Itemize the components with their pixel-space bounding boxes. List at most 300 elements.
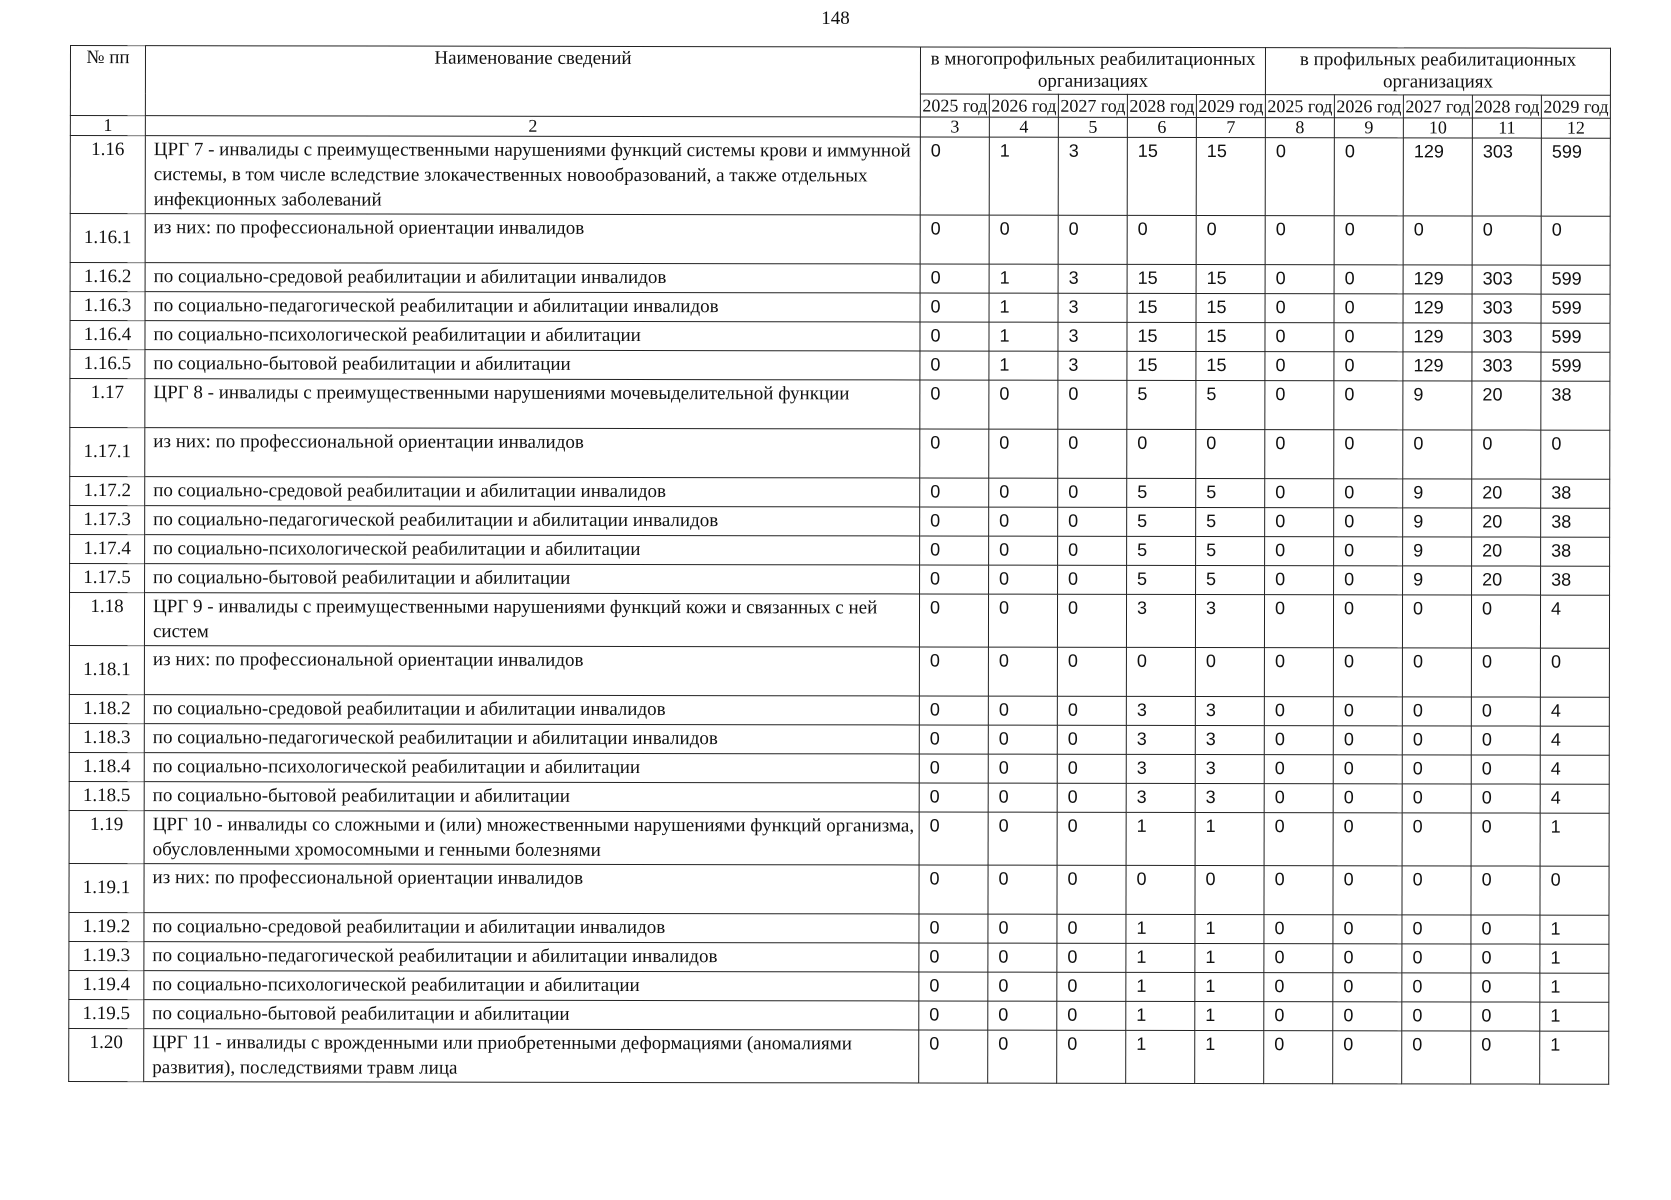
value-cell: 5 [1127, 536, 1196, 565]
value-cell: 1 [1540, 973, 1609, 1002]
value-cell: 0 [1402, 866, 1471, 915]
value-cell: 15 [1127, 322, 1196, 351]
value-cell: 15 [1127, 351, 1196, 380]
value-cell: 0 [920, 264, 989, 293]
row-name: по социально-средовой реабилитации и абилитации инвалидов [145, 477, 920, 507]
value-cell: 0 [988, 943, 1057, 972]
column-number: 5 [1058, 117, 1127, 137]
value-cell: 0 [989, 536, 1058, 565]
value-cell: 0 [920, 322, 989, 351]
value-cell: 0 [1058, 380, 1127, 429]
value-cell: 1 [1126, 812, 1195, 865]
value-cell: 0 [1471, 813, 1540, 866]
value-cell: 0 [1265, 352, 1334, 381]
header-year: 2027 год [1405, 96, 1471, 117]
value-cell: 0 [1057, 812, 1126, 865]
value-cell: 303 [1472, 138, 1541, 216]
value-cell: 0 [1264, 648, 1333, 697]
value-cell: 1 [1126, 1030, 1195, 1083]
column-number: 11 [1472, 118, 1541, 138]
value-cell: 4 [1540, 697, 1609, 726]
table-row [69, 781, 1609, 813]
value-cell: 599 [1541, 294, 1610, 323]
row-name: по социально-психологической реабилитации и абилитации [145, 321, 920, 351]
value-cell: 0 [1333, 813, 1402, 866]
table-row [70, 214, 1610, 266]
row-name: ЦРГ 10 - инвалиды со сложными и (или) множественными нарушениями функций организма, обусловленными хромосомными и генными болезнями [144, 811, 919, 865]
value-cell: 0 [919, 1001, 988, 1030]
value-cell: 0 [988, 1001, 1057, 1030]
value-cell: 0 [920, 380, 989, 429]
row-name: из них: по профессиональной ориентации инвалидов [145, 428, 920, 478]
value-cell: 0 [1333, 1031, 1402, 1084]
value-cell: 0 [1472, 430, 1541, 479]
value-cell: 0 [1402, 973, 1471, 1002]
value-cell: 15 [1196, 264, 1265, 293]
table-row [69, 941, 1609, 973]
value-cell: 3 [1058, 351, 1127, 380]
value-cell: 5 [1196, 536, 1265, 565]
value-cell: 0 [988, 594, 1057, 647]
value-cell: 0 [988, 972, 1057, 1001]
table-row [70, 292, 1610, 324]
value-cell: 4 [1540, 755, 1609, 784]
value-cell: 303 [1472, 323, 1541, 352]
value-cell: 0 [1265, 265, 1334, 294]
value-cell: 0 [1057, 647, 1126, 696]
value-cell: 0 [1058, 536, 1127, 565]
value-cell: 0 [1403, 216, 1472, 265]
value-cell: 0 [1057, 865, 1126, 914]
row-number: 1.17.4 [70, 535, 145, 564]
value-cell: 0 [1264, 944, 1333, 973]
table-row [70, 136, 1610, 217]
value-cell: 0 [919, 783, 988, 812]
value-cell: 0 [1264, 973, 1333, 1002]
header-year: 2025 год [1267, 96, 1333, 117]
value-cell: 0 [1126, 865, 1195, 914]
row-name: по социально-психологической реабилитации и абилитации [144, 971, 919, 1001]
value-cell: 0 [1333, 784, 1402, 813]
page-number: 148 [821, 8, 850, 29]
row-number: 1.16.4 [70, 321, 145, 350]
value-cell: 0 [1540, 648, 1609, 697]
value-cell: 0 [1264, 755, 1333, 784]
column-number: 1 [70, 116, 145, 136]
table-row [70, 564, 1610, 596]
value-cell: 0 [1058, 565, 1127, 594]
column-number: 2 [145, 116, 920, 137]
value-cell: 0 [1264, 813, 1333, 866]
table-row [70, 506, 1610, 538]
row-name: по социально-бытовой реабилитации и абилитации [145, 350, 920, 380]
value-cell: 0 [1127, 215, 1196, 264]
value-cell: 0 [1126, 647, 1195, 696]
row-number: 1.18.5 [69, 781, 144, 810]
value-cell: 0 [988, 1030, 1057, 1083]
value-cell: 0 [1541, 216, 1610, 265]
value-cell: 1 [1126, 972, 1195, 1001]
value-cell: 1 [1126, 914, 1195, 943]
value-cell: 4 [1540, 595, 1609, 648]
value-cell: 0 [1058, 215, 1127, 264]
value-cell: 0 [1334, 216, 1403, 265]
row-number: 1.19.2 [69, 912, 144, 941]
value-cell: 0 [920, 565, 989, 594]
value-cell: 1 [1195, 1030, 1264, 1083]
value-cell: 0 [1057, 943, 1126, 972]
value-cell: 9 [1403, 537, 1472, 566]
row-name: по социально-психологической реабилитации и абилитации [144, 753, 919, 783]
value-cell: 20 [1472, 508, 1541, 537]
value-cell: 38 [1541, 566, 1610, 595]
value-cell: 3 [1126, 594, 1195, 647]
row-name: ЦРГ 11 - инвалиды с врожденными или приобретенными деформациями (аномалиями развития), последствиями травм лица [144, 1029, 919, 1083]
value-cell: 0 [919, 812, 988, 865]
column-number: 6 [1127, 117, 1196, 137]
value-cell: 0 [1195, 647, 1264, 696]
value-cell: 0 [1265, 508, 1334, 537]
row-number: 1.18.4 [69, 752, 144, 781]
row-number: 1.19.3 [69, 941, 144, 970]
value-cell: 0 [1127, 429, 1196, 478]
header-col-no: № пп [70, 46, 145, 116]
row-number: 1.17.5 [70, 564, 145, 593]
value-cell: 3 [1058, 264, 1127, 293]
value-cell: 0 [920, 536, 989, 565]
value-cell: 0 [988, 812, 1057, 865]
row-number: 1.17.3 [70, 506, 145, 535]
value-cell: 0 [988, 783, 1057, 812]
table-row [69, 999, 1609, 1031]
row-name: по социально-бытовой реабилитации и абилитации [145, 564, 920, 594]
value-cell: 0 [1541, 430, 1610, 479]
value-cell: 0 [1058, 507, 1127, 536]
value-cell: 3 [1126, 754, 1195, 783]
value-cell: 5 [1196, 380, 1265, 429]
value-cell: 129 [1403, 294, 1472, 323]
value-cell: 0 [1333, 726, 1402, 755]
value-cell: 4 [1540, 726, 1609, 755]
value-cell: 0 [1057, 696, 1126, 725]
value-cell: 1 [1195, 1001, 1264, 1030]
value-cell: 38 [1541, 381, 1610, 430]
value-cell: 5 [1127, 507, 1196, 536]
value-cell: 1 [1540, 813, 1609, 866]
column-number: 10 [1403, 118, 1472, 138]
value-cell: 0 [1264, 697, 1333, 726]
value-cell: 15 [1196, 351, 1265, 380]
value-cell: 15 [1127, 137, 1196, 215]
value-cell: 15 [1196, 293, 1265, 322]
value-cell: 20 [1472, 479, 1541, 508]
value-cell: 0 [1333, 915, 1402, 944]
value-cell: 0 [1058, 429, 1127, 478]
value-cell: 129 [1403, 352, 1472, 381]
value-cell: 1 [989, 264, 1058, 293]
row-name: из них: по профессиональной ориентации инвалидов [144, 646, 919, 696]
value-cell: 3 [1126, 725, 1195, 754]
column-number: 8 [1265, 118, 1334, 138]
value-cell: 0 [1471, 755, 1540, 784]
header-group-multi: в многопрофильных реабилитационных организациях [920, 47, 1265, 95]
row-number: 1.19.4 [69, 970, 144, 999]
table-row [70, 428, 1610, 480]
value-cell: 129 [1403, 138, 1472, 216]
value-cell: 0 [989, 215, 1058, 264]
value-cell: 3 [1126, 783, 1195, 812]
value-cell: 0 [1334, 479, 1403, 508]
value-cell: 0 [988, 725, 1057, 754]
value-cell: 0 [919, 943, 988, 972]
value-cell: 20 [1472, 566, 1541, 595]
row-name: ЦРГ 7 - инвалиды с преимущественными нарушениями функций системы крови и иммунной системы, в том числе вследствие злокачественных новообразований, а также отдельных инфекционных заболеваний [145, 136, 920, 215]
value-cell: 3 [1126, 696, 1195, 725]
value-cell: 0 [1334, 381, 1403, 430]
value-cell: 0 [1057, 725, 1126, 754]
value-cell: 1 [1195, 972, 1264, 1001]
value-cell: 0 [1264, 726, 1333, 755]
row-name: из них: по профессиональной ориентации инвалидов [145, 214, 920, 264]
row-name: по социально-средовой реабилитации и абилитации инвалидов [145, 263, 920, 293]
value-cell: 0 [920, 137, 989, 215]
row-number: 1.17 [70, 379, 145, 428]
value-cell: 3 [1058, 137, 1127, 215]
value-cell: 0 [1195, 865, 1264, 914]
value-cell: 303 [1472, 294, 1541, 323]
value-cell: 15 [1127, 264, 1196, 293]
value-cell: 0 [1264, 915, 1333, 944]
value-cell: 1 [989, 351, 1058, 380]
table-row [70, 379, 1610, 431]
value-cell: 3 [1195, 754, 1264, 783]
row-name: по социально-педагогической реабилитации и абилитации инвалидов [144, 724, 919, 754]
row-number: 1.16.3 [70, 292, 145, 321]
value-cell: 0 [1334, 537, 1403, 566]
value-cell: 1 [1540, 915, 1609, 944]
row-number: 1.17.2 [70, 477, 145, 506]
value-cell: 5 [1127, 478, 1196, 507]
row-name: по социально-педагогической реабилитации и абилитации инвалидов [144, 942, 919, 972]
row-name: ЦРГ 9 - инвалиды с преимущественными нарушениями функций кожи и связанных с ней систем [144, 593, 919, 647]
header-year: 2028 год [1474, 96, 1540, 117]
value-cell: 0 [1402, 648, 1471, 697]
column-number: 4 [989, 117, 1058, 137]
value-cell: 15 [1196, 137, 1265, 215]
header-year: 2027 год [1060, 95, 1126, 116]
value-cell: 20 [1472, 381, 1541, 430]
row-name: по социально-педагогической реабилитации и абилитации инвалидов [145, 506, 920, 536]
table-row [70, 535, 1610, 567]
value-cell: 1 [1195, 812, 1264, 865]
value-cell: 5 [1196, 507, 1265, 536]
value-cell: 1 [989, 137, 1058, 215]
row-number: 1.16.5 [70, 350, 145, 379]
rehabilitation-table [68, 45, 1611, 1085]
column-number: 7 [1196, 117, 1265, 137]
value-cell: 1 [989, 322, 1058, 351]
value-cell: 129 [1403, 323, 1472, 352]
value-cell: 0 [1333, 973, 1402, 1002]
value-cell: 0 [919, 1030, 988, 1083]
value-cell: 0 [1265, 323, 1334, 352]
value-cell: 0 [1334, 138, 1403, 216]
table-row [69, 912, 1609, 944]
value-cell: 0 [1333, 866, 1402, 915]
value-cell: 0 [1471, 866, 1540, 915]
value-cell: 15 [1196, 322, 1265, 351]
value-cell: 0 [920, 429, 989, 478]
table-row [69, 1028, 1609, 1084]
value-cell: 3 [1195, 594, 1264, 647]
value-cell: 3 [1195, 725, 1264, 754]
value-cell: 0 [1334, 323, 1403, 352]
value-cell: 599 [1541, 265, 1610, 294]
value-cell: 0 [988, 865, 1057, 914]
value-cell: 0 [1334, 265, 1403, 294]
value-cell: 3 [1058, 293, 1127, 322]
value-cell: 0 [1333, 648, 1402, 697]
value-cell: 3 [1195, 696, 1264, 725]
value-cell: 0 [920, 351, 989, 380]
value-cell: 0 [1196, 429, 1265, 478]
table-row [69, 863, 1609, 915]
table-row [69, 810, 1609, 866]
value-cell: 0 [1471, 595, 1540, 648]
value-cell: 0 [1264, 1031, 1333, 1084]
value-cell: 0 [1196, 215, 1265, 264]
value-cell: 0 [1402, 915, 1471, 944]
value-cell: 0 [989, 380, 1058, 429]
value-cell: 0 [1471, 1031, 1540, 1084]
value-cell: 1 [1540, 1031, 1609, 1084]
value-cell: 0 [1471, 726, 1540, 755]
value-cell: 599 [1541, 138, 1610, 216]
value-cell: 0 [919, 865, 988, 914]
value-cell: 0 [1334, 508, 1403, 537]
value-cell: 0 [919, 594, 988, 647]
table-row [69, 723, 1609, 755]
value-cell: 0 [919, 972, 988, 1001]
table-row [70, 350, 1610, 382]
value-cell: 0 [1265, 566, 1334, 595]
value-cell: 0 [1058, 478, 1127, 507]
value-cell: 0 [1333, 1002, 1402, 1031]
value-cell: 0 [1402, 1002, 1471, 1031]
row-number: 1.18.2 [69, 694, 144, 723]
row-number: 1.19.1 [69, 863, 144, 912]
table-body [69, 136, 1611, 1085]
value-cell: 0 [1402, 784, 1471, 813]
value-cell: 0 [1334, 566, 1403, 595]
value-cell: 0 [1333, 697, 1402, 726]
row-name: по социально-бытовой реабилитации и абилитации [144, 782, 919, 812]
value-cell: 0 [1402, 944, 1471, 973]
value-cell: 0 [1057, 914, 1126, 943]
value-cell: 0 [988, 647, 1057, 696]
value-cell: 0 [1265, 381, 1334, 430]
value-cell: 1 [1540, 944, 1609, 973]
header-year: 2026 год [1336, 96, 1402, 117]
row-name: по социально-средовой реабилитации и абилитации инвалидов [144, 695, 919, 725]
value-cell: 1 [1126, 943, 1195, 972]
value-cell: 1 [1540, 1002, 1609, 1031]
table-row [69, 752, 1609, 784]
column-number: 3 [920, 117, 989, 137]
value-cell: 0 [920, 507, 989, 536]
value-cell: 0 [1057, 783, 1126, 812]
row-name: из них: по профессиональной ориентации инвалидов [144, 864, 919, 914]
value-cell: 0 [919, 647, 988, 696]
value-cell: 0 [1264, 784, 1333, 813]
value-cell: 0 [1057, 1001, 1126, 1030]
row-number: 1.16.1 [70, 214, 145, 263]
value-cell: 0 [920, 293, 989, 322]
value-cell: 0 [919, 754, 988, 783]
header-year: 2029 год [1198, 95, 1264, 117]
row-name: по социально-психологической реабилитации и абилитации [145, 535, 920, 565]
value-cell: 20 [1472, 537, 1541, 566]
value-cell: 129 [1403, 265, 1472, 294]
value-cell: 0 [1057, 754, 1126, 783]
value-cell: 0 [989, 429, 1058, 478]
value-cell: 0 [1333, 944, 1402, 973]
table-row [69, 593, 1609, 649]
value-cell: 599 [1541, 323, 1610, 352]
value-cell: 0 [920, 478, 989, 507]
value-cell: 0 [1265, 479, 1334, 508]
row-number: 1.18.1 [69, 645, 144, 694]
value-cell: 4 [1540, 784, 1609, 813]
value-cell: 0 [1471, 697, 1540, 726]
table-row [70, 263, 1610, 295]
value-cell: 0 [1402, 755, 1471, 784]
value-cell: 5 [1196, 565, 1265, 594]
value-cell: 1 [989, 293, 1058, 322]
value-cell: 0 [1471, 973, 1540, 1002]
row-number: 1.18 [69, 593, 144, 646]
value-cell: 0 [1265, 138, 1334, 216]
value-cell: 38 [1541, 508, 1610, 537]
value-cell: 0 [1057, 1030, 1126, 1083]
value-cell: 9 [1403, 479, 1472, 508]
value-cell: 303 [1472, 265, 1541, 294]
value-cell: 0 [1402, 595, 1471, 648]
value-cell: 3 [1195, 783, 1264, 812]
header-year: 2025 год [922, 95, 988, 116]
value-cell: 0 [1402, 697, 1471, 726]
row-number: 1.18.3 [69, 723, 144, 752]
value-cell: 0 [1472, 216, 1541, 265]
value-cell: 38 [1541, 537, 1610, 566]
value-cell: 0 [1403, 430, 1472, 479]
row-number: 1.19.5 [69, 999, 144, 1028]
table-row [69, 970, 1609, 1002]
value-cell: 0 [1471, 944, 1540, 973]
table-row [69, 694, 1609, 726]
table-row [69, 645, 1609, 697]
value-cell: 0 [1334, 430, 1403, 479]
value-cell: 0 [1265, 430, 1334, 479]
value-cell: 0 [919, 725, 988, 754]
value-cell: 0 [920, 215, 989, 264]
column-number: 12 [1541, 118, 1610, 138]
table-row [70, 477, 1610, 509]
column-number: 9 [1334, 118, 1403, 138]
header-col-name: Наименование сведений [145, 46, 920, 117]
value-cell: 0 [989, 565, 1058, 594]
value-cell: 9 [1403, 508, 1472, 537]
